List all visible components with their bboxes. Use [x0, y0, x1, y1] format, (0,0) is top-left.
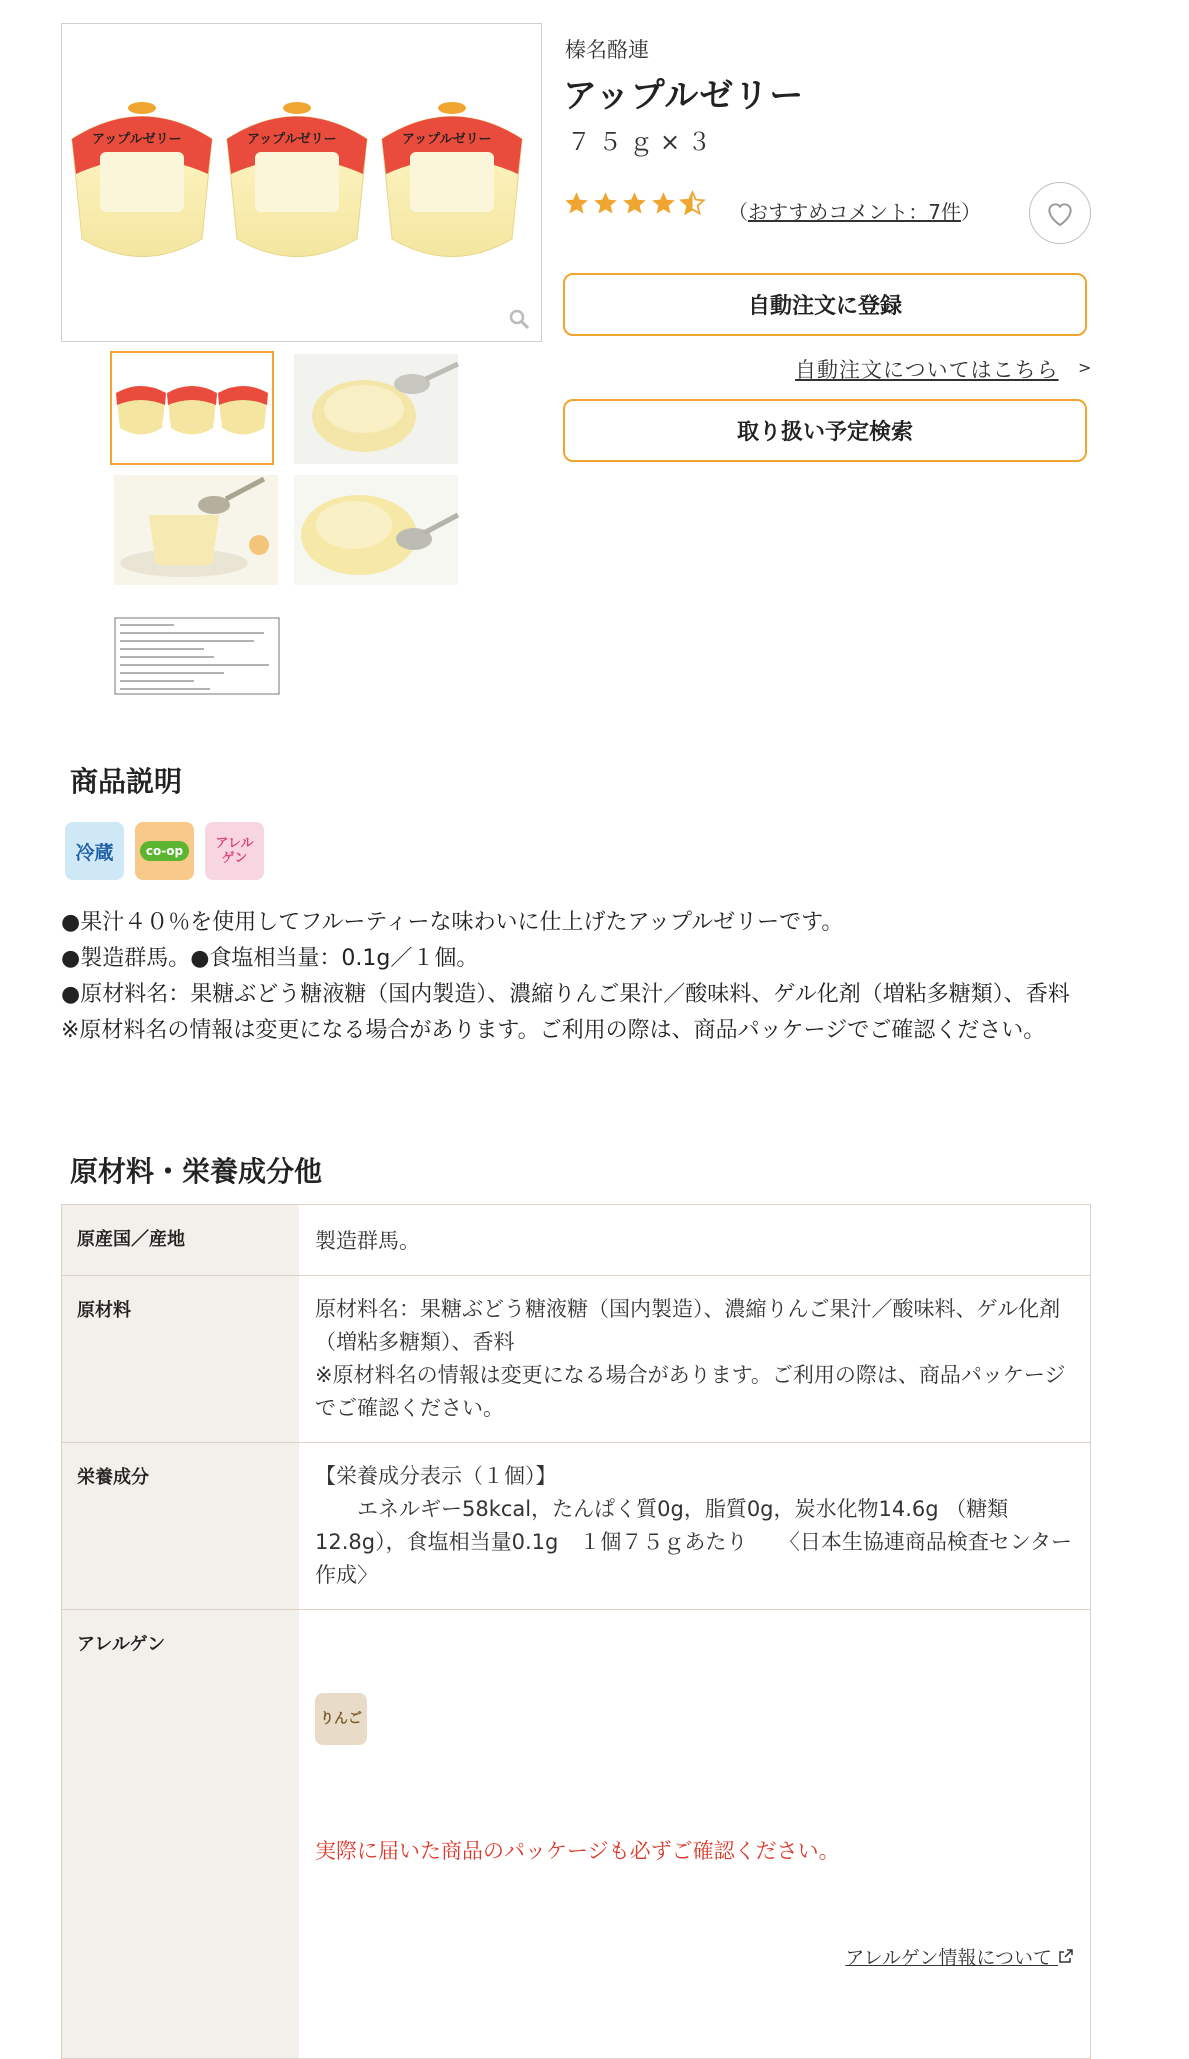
thumbnail-1[interactable] [110, 351, 274, 465]
table-row [62, 1610, 1090, 2058]
ingredients-title: 原材料・栄養成分他 [70, 1155, 323, 1188]
allergen-badge-icon: アレル ゲン [205, 822, 264, 880]
coop-badge-icon: co-op [135, 822, 194, 880]
zoom-icon[interactable] [507, 307, 531, 331]
table-row [62, 1205, 1090, 1276]
description-text [61, 905, 1091, 1049]
main-product-image[interactable] [61, 23, 542, 342]
table-header-cell: 栄養成分 [62, 1443, 299, 1609]
thumbnail-5[interactable] [114, 617, 280, 695]
favorite-button[interactable] [1029, 182, 1091, 244]
comments-count: （おすすめコメント：7件） [728, 200, 981, 224]
package-label-2: アップルゼリー [247, 132, 337, 147]
table-row [62, 1276, 1090, 1443]
allergen-warning: 実際に届いた商品のパッケージも必ずご確認ください。 [315, 1839, 840, 1863]
product-cups-illustration [62, 24, 543, 343]
thumbnail-jelly-spoon-image [294, 354, 458, 464]
product-badges [65, 822, 264, 880]
description-line: ●果汁４０％を使用してフルーティーな味わいに仕上げたアップルゼリーです。 [61, 910, 844, 935]
thumbnail-3[interactable] [114, 475, 278, 589]
table-value-cell: 【栄養成分表示（１個）】 エネルギー58kcal，たんぱく質0g，脂質0g，炭水化物14.6g （糖類12.8g），食塩相当量0.1g １個７５ｇあたり 〈日本生協連商品検査センター作成〉 [299, 1443, 1090, 1609]
table-header-cell: アレルゲン [62, 1610, 299, 2058]
thumbnail-jelly-closeup-image [294, 475, 458, 585]
star-full-icon [563, 190, 590, 217]
heart-icon [1044, 198, 1076, 228]
thumbnail-4[interactable] [294, 475, 458, 589]
star-half-icon [679, 190, 706, 217]
description-title: 商品説明 [70, 765, 183, 798]
star-full-icon [650, 190, 677, 217]
thumbnail-cup-spoon-image [114, 475, 278, 585]
table-value-cell: 原材料名：果糖ぶどう糖液糖（国内製造）、濃縮りんご果汁／酸味料、ゲル化剤（増粘多糖類）、香料 ※原材料名の情報は変更になる場合があります。ご利用の際は、商品パッケージでご確認ください。 [299, 1276, 1090, 1442]
rating-stars [563, 190, 706, 217]
thumbnail-2[interactable] [294, 354, 458, 468]
description-line: ●原材料名：果糖ぶどう糖液糖（国内製造）、濃縮りんご果汁／酸味料、ゲル化剤（増粘多糖類）、香料 ※原材料名の情報は変更になる場合があります。ご利用の際は、商品パッケージでご確認ください。 [61, 982, 1092, 1043]
chilled-badge-icon: 冷蔵 [65, 822, 124, 880]
ingredients-table [61, 1204, 1091, 2059]
comments-link[interactable]: おすすめコメント：7件 [748, 200, 961, 224]
chevron-right-icon: > [1078, 358, 1092, 377]
allergen-info-link[interactable]: アレルゲン情報について [315, 1942, 1074, 1975]
auto-order-button[interactable]: 自動注文に登録 [563, 273, 1087, 336]
apple-allergen-icon: りんご [315, 1693, 367, 1745]
thumbnail-label-image [114, 617, 280, 695]
star-full-icon [592, 190, 619, 217]
schedule-search-button[interactable]: 取り扱い予定検索 [563, 399, 1087, 462]
product-size: ７５ｇ×３ [567, 128, 719, 156]
star-full-icon [621, 190, 648, 217]
thumbnail-cups-image [112, 353, 272, 463]
table-header-cell: 原産国／産地 [62, 1205, 299, 1275]
product-brand: 榛名酪連 [565, 38, 649, 62]
auto-order-info-link[interactable]: 自動注文についてはこちら [795, 358, 1059, 382]
table-header-cell: 原材料 [62, 1276, 299, 1442]
table-row [62, 1443, 1090, 1610]
table-value-cell: 製造群馬。 [299, 1205, 1090, 1275]
package-label-1: アップルゼリー [92, 132, 182, 147]
description-line: ●製造群馬。●食塩相当量：0.1g／１個。 [61, 946, 479, 971]
external-link-icon [1058, 1948, 1074, 1964]
table-value-cell [299, 1610, 1090, 2058]
package-label-3: アップルゼリー [402, 132, 492, 147]
product-title: アップルゼリー [563, 76, 805, 116]
